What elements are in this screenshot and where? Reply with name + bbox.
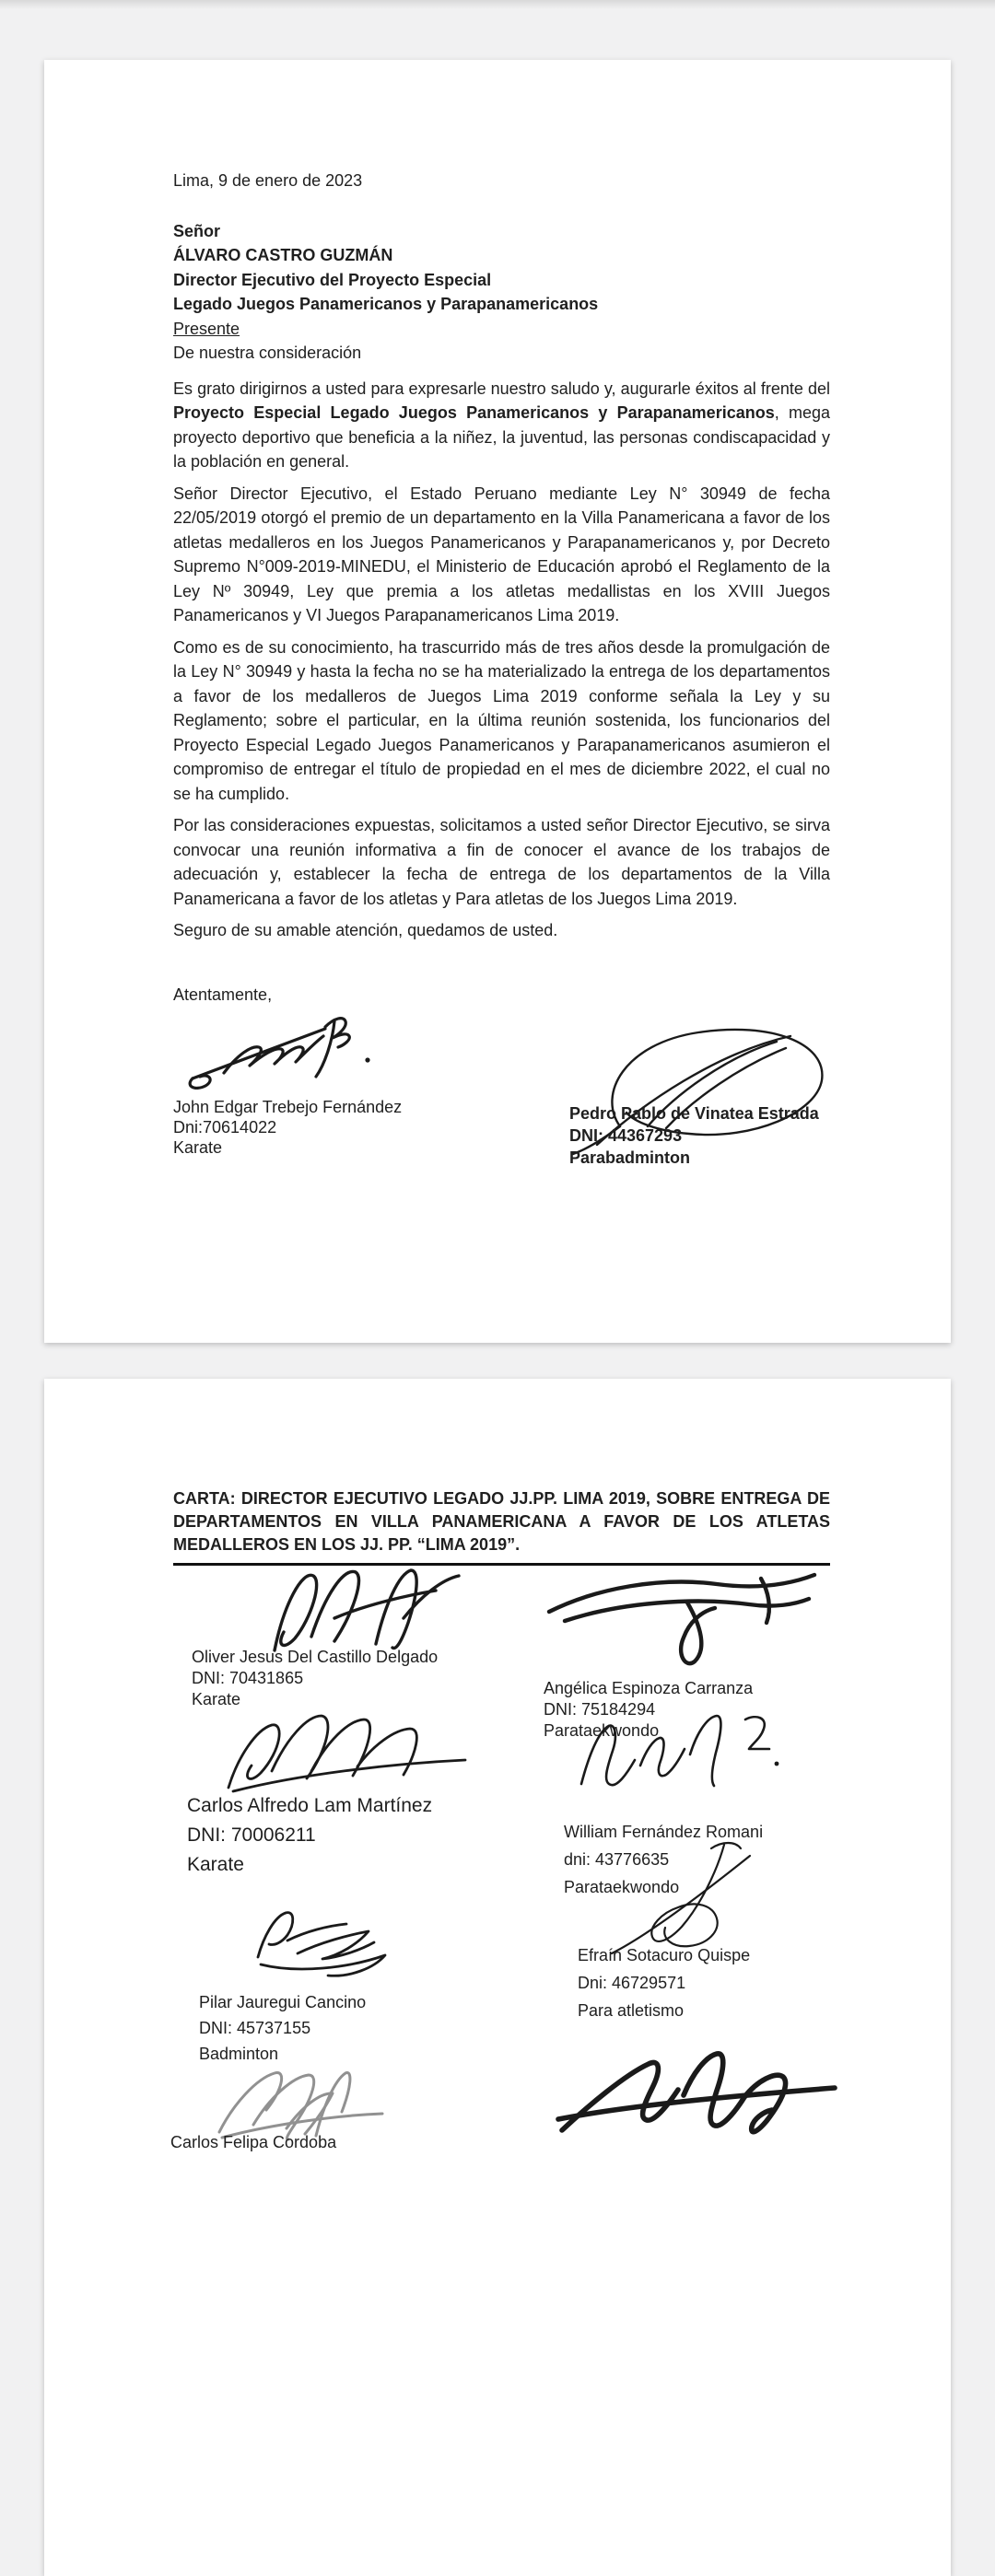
signer-block-john-trebejo — [173, 1097, 402, 1158]
signer-dni: DNI: 45737155 — [199, 2019, 311, 2037]
recipient-block — [173, 219, 830, 317]
signer-block-pilar-jauregui — [199, 1989, 366, 2067]
signature-bottom-right — [551, 2049, 844, 2143]
presente-line: Presente — [173, 319, 240, 338]
signer-sport: Badminton — [199, 2045, 279, 2063]
letter-page-1 — [44, 60, 951, 1343]
closing-line: Seguro de su amable atención, quedamos de usted. — [173, 921, 558, 939]
letter-subject-title: CARTA: DIRECTOR EJECUTIVO LEGADO JJ.PP. LIMA 2019, SOBRE ENTREGA DE DEPARTAMENTOS EN VILLA PANAMERICANA A FAVOR DE LOS ATLETAS MEDALLEROS EN LOS JJ. PP. “LIMA 2019”. — [173, 1487, 830, 1566]
greeting-line: De nuestra consideración — [173, 344, 362, 362]
signer-dni: DNI: 44367293 — [569, 1126, 683, 1145]
signer-sport: Parataekwondo — [564, 1878, 680, 1896]
signer-name: Carlos Alfredo Lam Martínez — [187, 1795, 433, 1816]
signer-dni: DNI: 75184294 — [544, 1700, 656, 1719]
signer-dni: Dni:70614022 — [173, 1118, 277, 1136]
letter-page-2 — [44, 1379, 951, 2576]
signer-name: Efraín Sotacuro Quispe — [578, 1946, 751, 1964]
signature-pilar-jauregui — [247, 1900, 415, 1985]
signer-name: John Edgar Trebejo Fernández — [173, 1098, 403, 1116]
signer-dni: DNI: 70431865 — [192, 1669, 304, 1687]
signer-dni: Dni: 46729571 — [578, 1974, 686, 1992]
paragraph-2: Señor Director Ejecutivo, el Estado Peruano mediante Ley N° 30949 de fecha 22/05/2019 otorgó el premio de un departamento en la Villa Panamericana a favor de los atletas medalleros en los Juegos Panamericanos y Parapanamericanos y, por Decreto Supremo N°009-2019-MINEDU, el Ministerio de Educación aprobó el Reglamento de la Ley Nº 30949, Ley que premia a los atletas medallistas en los XVIII Juegos Panamericanos y VI Juegos Parapanamericanos Lima 2019. — [173, 484, 830, 624]
signer-name: Pilar Jauregui Cancino — [199, 1993, 367, 2011]
recipient-title-2: Legado Juegos Panamericanos y Parapanamericanos — [173, 295, 599, 313]
letter-body — [173, 60, 830, 943]
signer-name: Carlos Felipa Cordoba — [170, 2133, 337, 2151]
signer-name: Oliver Jesus Del Castillo Delgado — [192, 1648, 439, 1666]
top-scroll-shadow — [0, 0, 995, 9]
signer-name: William Fernández Romani — [564, 1823, 764, 1841]
signature-john-trebejo — [187, 1008, 382, 1093]
signature-angelica-espinoza — [542, 1568, 823, 1671]
signer-sport: Karate — [187, 1854, 244, 1875]
paragraph-1: Es grato dirigirnos a usted para expresarle nuestro saludo y, augurarle éxitos al frente del Proyecto Especial Legado Juegos Panamericanos y Parapanamericanos, mega proyecto deportivo que beneficia a la niñez, la juventud, las personas condiscapacidad y la población en general. — [173, 379, 831, 471]
attentively-line: Atentamente, — [173, 985, 273, 1004]
signature-william-fernandez — [565, 1712, 784, 1804]
paragraph-4: Por las consideraciones expuestas, solicitamos a usted señor Director Ejecutivo, se sirva convocar una reunión informativa a fin de conocer el avance de los trabajos de adecuación y, establecer la fecha de entrega de los departamentos de la Villa Panamericana a favor de los atletas y Para atletas de los Juegos Lima 2019. — [173, 816, 830, 908]
signer-name: Pedro Pablo de Vinatea Estrada — [569, 1104, 819, 1123]
letter-date: Lima, 9 de enero de 2023 — [173, 171, 363, 190]
signer-sport: Karate — [192, 1690, 241, 1708]
signer-block-carlos-felipa — [170, 2132, 336, 2152]
recipient-salutation: Señor — [173, 221, 221, 240]
signer-sport: Para atletismo — [578, 2001, 685, 2020]
signer-sport: Karate — [173, 1138, 223, 1157]
recipient-name: ÁLVARO CASTRO GUZMÁN — [173, 246, 393, 264]
signature-oliver-del-castillo — [247, 1563, 473, 1658]
recipient-title-1: Director Ejecutivo del Proyecto Especial — [173, 270, 492, 289]
signer-sport: Parataekwondo — [544, 1721, 660, 1740]
paragraph-3: Como es de su conocimiento, ha trascurrido más de tres años desde la promulgación de la Ley N° 30949 y hasta la fecha no se ha materializado la entrega de los departamentos a favor de los medalleros de Juegos Lima 2019 conforme señala la Ley y su Reglamento; sobre el particular, en la última reunión sostenida, los funcionarios del Proyecto Especial Legado Juegos Panamericanos y Parapanamericanos asumieron el compromiso de entregar el título de propiedad en el mes de diciembre 2022, el cual no se ha cumplido. — [173, 637, 830, 803]
signer-sport: Parabadminton — [569, 1148, 691, 1167]
signer-block-pedro-de-vinatea — [569, 1102, 819, 1169]
signer-block-oliver-del-castillo — [192, 1647, 438, 1710]
signer-name: Angélica Espinoza Carranza — [544, 1679, 754, 1697]
signer-dni: dni: 43776635 — [564, 1850, 670, 1869]
signer-dni: DNI: 70006211 — [187, 1824, 316, 1846]
signer-block-carlos-lam — [187, 1791, 432, 1880]
signature-carlos-lam — [215, 1707, 486, 1796]
signer-block-efrain-sotacuro — [578, 1941, 750, 2024]
